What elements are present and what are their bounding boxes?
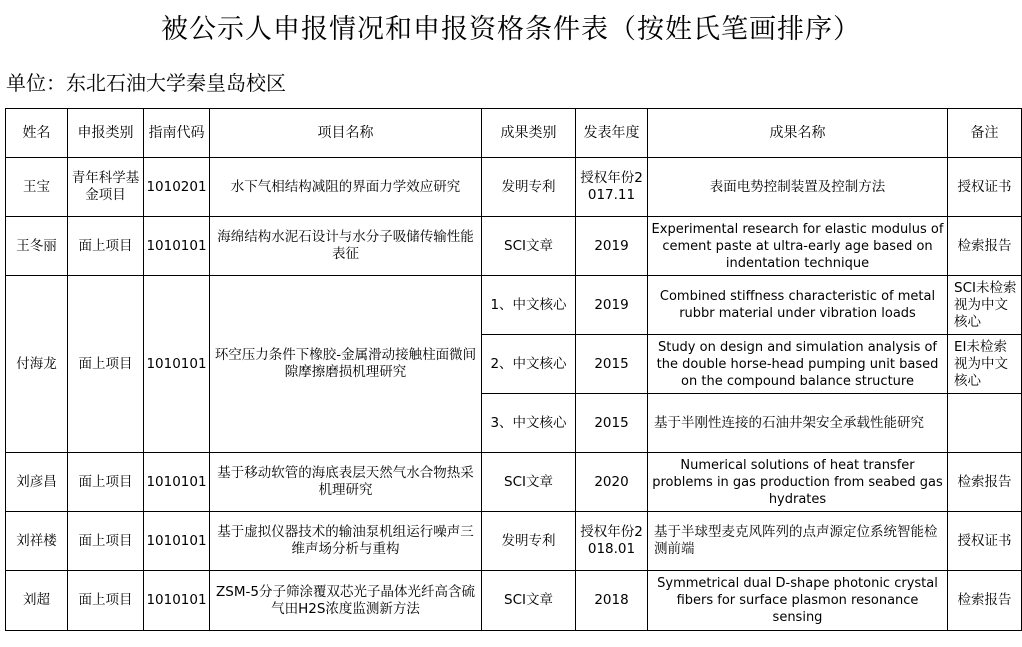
cell-year: 2019 bbox=[576, 276, 648, 335]
table-row bbox=[6, 217, 1022, 276]
cell-result-name: Symmetrical dual D-shape photonic crystal fibers for surface plasmon resonance sensing bbox=[648, 571, 948, 631]
header-note: 备注 bbox=[948, 109, 1022, 158]
cell-year: 2018 bbox=[576, 571, 648, 631]
cell-result-type: 发明专利 bbox=[482, 512, 576, 571]
header-result-name: 成果名称 bbox=[648, 109, 948, 158]
cell-project: 海绵结构水泥石设计与水分子吸储传输性能表征 bbox=[210, 217, 482, 276]
cell-note: EI未检索视为中文核心 bbox=[948, 335, 1022, 394]
cell-year: 2015 bbox=[576, 335, 648, 394]
cell-result-name: Combined stiffness characteristic of metal rubbr material under vibration loads bbox=[648, 276, 948, 335]
cell-result-name: Study on design and simulation analysis of the double horse-head pumping unit based on the compound balance structure bbox=[648, 335, 948, 394]
cell-result-type: SCI文章 bbox=[482, 217, 576, 276]
cell-code: 1010101 bbox=[144, 453, 210, 512]
cell-category: 面上项目 bbox=[68, 571, 144, 631]
cell-name: 王冬丽 bbox=[6, 217, 68, 276]
cell-project: 水下气相结构减阻的界面力学效应研究 bbox=[210, 158, 482, 217]
cell-category: 青年科学基金项目 bbox=[68, 158, 144, 217]
cell-note: 检索报告 bbox=[948, 571, 1022, 631]
header-name: 姓名 bbox=[6, 109, 68, 158]
cell-result-type: 3、中文核心 bbox=[482, 394, 576, 453]
cell-result-name: 表面电势控制装置及控制方法 bbox=[648, 158, 948, 217]
header-year: 发表年度 bbox=[576, 109, 648, 158]
cell-project: 基于虚拟仪器技术的输油泵机组运行噪声三维声场分析与重构 bbox=[210, 512, 482, 571]
cell-result-type: 1、中文核心 bbox=[482, 276, 576, 335]
table-row bbox=[6, 571, 1022, 631]
header-result-type: 成果类别 bbox=[482, 109, 576, 158]
cell-name: 付海龙 bbox=[6, 276, 68, 453]
cell-note: 授权证书 bbox=[948, 512, 1022, 571]
cell-code: 1010101 bbox=[144, 512, 210, 571]
cell-project: ZSM-5分子筛涂覆双芯光子晶体光纤高含硫气田H2S浓度监测新方法 bbox=[210, 571, 482, 631]
cell-category: 面上项目 bbox=[68, 512, 144, 571]
cell-year: 授权年份2017.11 bbox=[576, 158, 648, 217]
cell-note: 授权证书 bbox=[948, 158, 1022, 217]
cell-year: 2015 bbox=[576, 394, 648, 453]
cell-name: 刘祥楼 bbox=[6, 512, 68, 571]
cell-name: 刘超 bbox=[6, 571, 68, 631]
cell-result-type: SCI文章 bbox=[482, 453, 576, 512]
cell-note: 检索报告 bbox=[948, 217, 1022, 276]
table-row bbox=[6, 158, 1022, 217]
cell-category: 面上项目 bbox=[68, 276, 144, 453]
cell-code: 1010201 bbox=[144, 158, 210, 217]
cell-project: 环空压力条件下橡胶-金属滑动接触柱面微间隙摩擦磨损机理研究 bbox=[210, 276, 482, 453]
header-code: 指南代码 bbox=[144, 109, 210, 158]
cell-name: 王宝 bbox=[6, 158, 68, 217]
table-header-row bbox=[6, 109, 1022, 158]
cell-category: 面上项目 bbox=[68, 453, 144, 512]
cell-note bbox=[948, 394, 1022, 453]
cell-result-type: 发明专利 bbox=[482, 158, 576, 217]
cell-result-name: 基于半球型麦克风阵列的点声源定位系统智能检测前端 bbox=[648, 512, 948, 571]
cell-note: 检索报告 bbox=[948, 453, 1022, 512]
page-title: 被公示人申报情况和申报资格条件表（按姓氏笔画排序） bbox=[161, 14, 861, 45]
applicant-table bbox=[5, 108, 1022, 631]
cell-project: 基于移动软管的海底表层天然气水合物热采机理研究 bbox=[210, 453, 482, 512]
cell-year: 2020 bbox=[576, 453, 648, 512]
cell-year: 2019 bbox=[576, 217, 648, 276]
cell-code: 1010101 bbox=[144, 571, 210, 631]
cell-code: 1010101 bbox=[144, 217, 210, 276]
cell-result-name: Numerical solutions of heat transfer problems in gas production from seabed gas hydrates bbox=[648, 453, 948, 512]
cell-result-type: 2、中文核心 bbox=[482, 335, 576, 394]
header-category: 申报类别 bbox=[68, 109, 144, 158]
cell-result-name: 基于半刚性连接的石油井架安全承载性能研究 bbox=[648, 394, 948, 453]
cell-result-type: SCI文章 bbox=[482, 571, 576, 631]
table-row bbox=[6, 453, 1022, 512]
cell-category: 面上项目 bbox=[68, 217, 144, 276]
cell-name: 刘彦昌 bbox=[6, 453, 68, 512]
cell-note: SCI未检索视为中文核心 bbox=[948, 276, 1022, 335]
header-project: 项目名称 bbox=[210, 109, 482, 158]
unit-label: 单位：东北石油大学秦皇岛校区 bbox=[6, 71, 286, 95]
table-row bbox=[6, 276, 1022, 335]
cell-result-name: Experimental research for elastic modulus of cement paste at ultra-early age based on indentation technique bbox=[648, 217, 948, 276]
cell-year: 授权年份2018.01 bbox=[576, 512, 648, 571]
cell-code: 1010101 bbox=[144, 276, 210, 453]
table-row bbox=[6, 512, 1022, 571]
